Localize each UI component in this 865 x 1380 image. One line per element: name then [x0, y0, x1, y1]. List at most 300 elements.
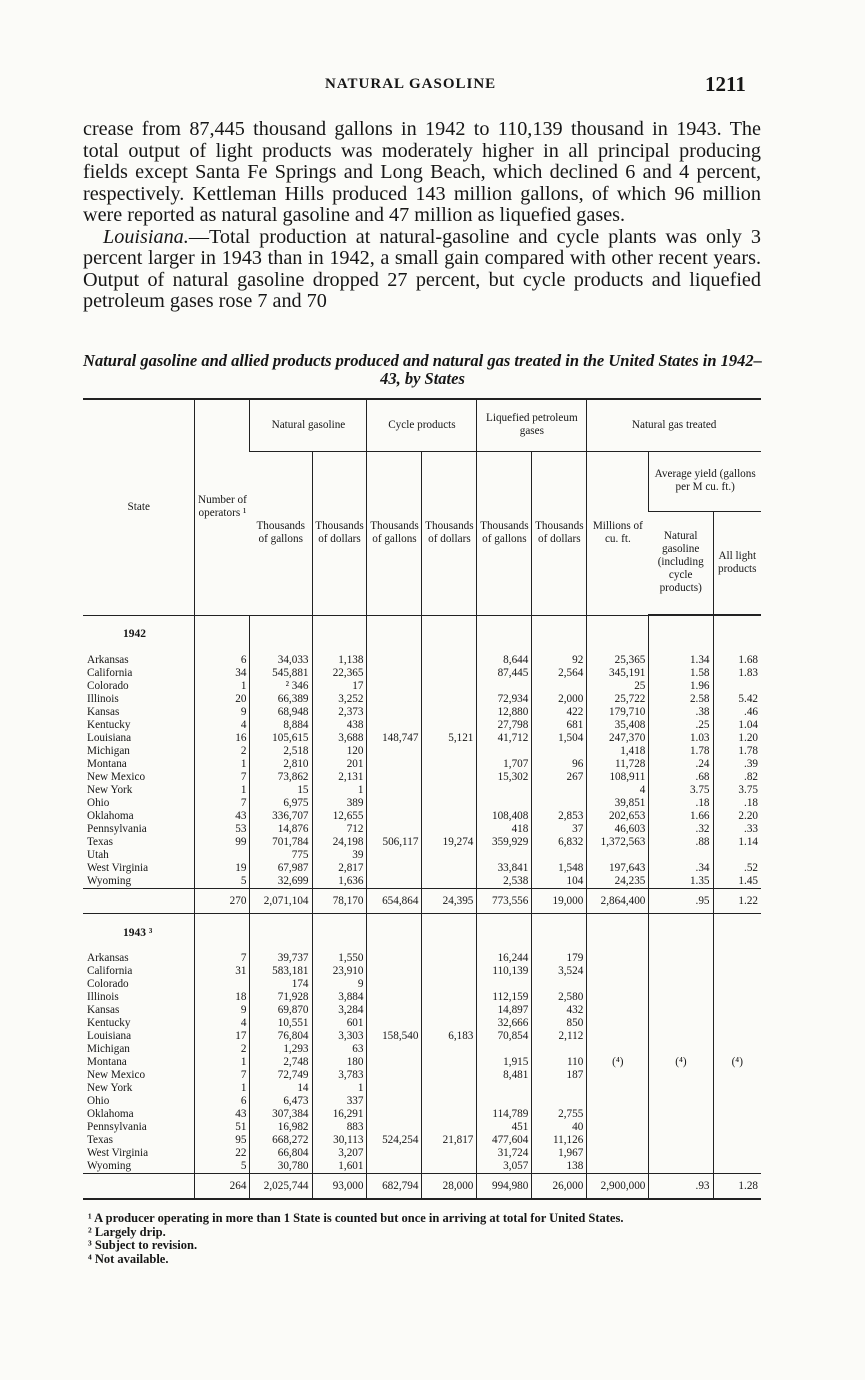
cp-dollars [422, 693, 477, 706]
empty-cell [367, 914, 422, 953]
lpg-dollars: 138 [532, 1160, 587, 1174]
paragraph-louisiana [83, 227, 761, 313]
empty-cell [532, 615, 587, 654]
lpg-gallons: 15,302 [477, 771, 532, 784]
ng-dollars: 120 [312, 745, 367, 758]
header-ng-gallons: Thousands of gallons [250, 451, 312, 615]
operators: 1 [195, 1082, 250, 1095]
ng-gallons: 14,876 [250, 823, 312, 836]
lpg-dollars: 2,853 [532, 810, 587, 823]
footnote: ¹ A producer operating in more than 1 State is counted but once in arriving at total for United States. [88, 1211, 624, 1225]
state-name: Illinois [87, 991, 119, 1003]
lpg-dollars: 1,967 [532, 1147, 587, 1160]
ng-gallons: 2,025,744 [250, 1174, 312, 1200]
ng-dollars: 93,000 [312, 1174, 367, 1200]
lpg-dollars: 92 [532, 654, 587, 667]
ng-dollars: 63 [312, 1043, 367, 1056]
ng-gallons: 2,518 [250, 745, 312, 758]
ng-gallons: 72,749 [250, 1069, 312, 1082]
ng-gallons: 66,389 [250, 693, 312, 706]
ng-gallons: 66,804 [250, 1147, 312, 1160]
gas-treated: 24,235 [587, 875, 649, 889]
cp-dollars [422, 706, 477, 719]
gas-treated [587, 849, 649, 862]
cp-gallons [367, 1095, 422, 1108]
ng-dollars: 3,207 [312, 1147, 367, 1160]
cp-gallons [367, 1160, 422, 1174]
operators: 7 [195, 797, 250, 810]
gas-treated: 345,191 [587, 667, 649, 680]
lpg-gallons: 108,408 [477, 810, 532, 823]
header-cycle-products: Cycle products [367, 399, 477, 451]
state-name: Colorado [87, 680, 129, 692]
lpg-dollars: 432 [532, 1004, 587, 1017]
ng-gallons: 1,293 [250, 1043, 312, 1056]
yield-natural: .18 [649, 797, 713, 810]
yield-natural: .34 [649, 862, 713, 875]
operators: 9 [195, 706, 250, 719]
cp-gallons [367, 952, 422, 965]
ng-dollars: 389 [312, 797, 367, 810]
cp-dollars [422, 965, 477, 978]
yield-natural: 1.66 [649, 810, 713, 823]
ng-gallons: 39,737 [250, 952, 312, 965]
ng-gallons: 14 [250, 1082, 312, 1095]
yield-all: 2.20 [713, 810, 761, 823]
lpg-dollars: 110 [532, 1056, 587, 1069]
lpg-dollars [532, 849, 587, 862]
empty-cell [250, 914, 312, 953]
gas-treated: 108,911 [587, 771, 649, 784]
table-row [83, 745, 761, 758]
header-yield-natural: Natural gasoline (including cycle products) [649, 511, 713, 615]
cp-gallons [367, 810, 422, 823]
lpg-dollars: 2,755 [532, 1108, 587, 1121]
state-name: Wyoming [87, 875, 132, 887]
ng-gallons: 71,928 [250, 991, 312, 1004]
lpg-dollars [532, 784, 587, 797]
ng-dollars: 17 [312, 680, 367, 693]
cp-dollars: 19,274 [422, 836, 477, 849]
lpg-gallons: 87,445 [477, 667, 532, 680]
lpg-gallons: 2,538 [477, 875, 532, 889]
cp-gallons [367, 758, 422, 771]
cp-gallons [367, 654, 422, 667]
operators: 22 [195, 1147, 250, 1160]
ng-dollars: 30,113 [312, 1134, 367, 1147]
operators: 1 [195, 784, 250, 797]
cp-gallons: 506,117 [367, 836, 422, 849]
yield-all: 3.75 [713, 784, 761, 797]
lpg-dollars: 11,126 [532, 1134, 587, 1147]
cp-dollars [422, 991, 477, 1004]
empty-cell [477, 914, 532, 953]
lpg-dollars: 267 [532, 771, 587, 784]
cp-gallons [367, 1056, 422, 1069]
yield-all: 1.14 [713, 836, 761, 849]
state-name: California [87, 965, 133, 977]
cp-dollars [422, 810, 477, 823]
footnote: ² Largely drip. [88, 1224, 166, 1239]
gas-treated: 35,408 [587, 719, 649, 732]
operators: 264 [195, 1174, 250, 1200]
production-table [83, 398, 761, 1200]
lpg-gallons: 114,789 [477, 1108, 532, 1121]
cp-dollars [422, 952, 477, 965]
operators: 7 [195, 771, 250, 784]
empty-cell [587, 615, 649, 654]
lpg-gallons: 451 [477, 1121, 532, 1134]
cp-dollars [422, 849, 477, 862]
ng-gallons: 67,987 [250, 862, 312, 875]
empty-cell [367, 615, 422, 654]
ng-dollars: 337 [312, 1095, 367, 1108]
state-name: Louisiana [87, 1030, 132, 1042]
table-row [83, 680, 761, 693]
yield-all: 1.20 [713, 732, 761, 745]
yield-natural: .93 [649, 1174, 713, 1200]
yield-natural: 1.03 [649, 732, 713, 745]
ng-gallons: 336,707 [250, 810, 312, 823]
ng-dollars: 712 [312, 823, 367, 836]
cp-dollars [422, 797, 477, 810]
ng-gallons: 2,748 [250, 1056, 312, 1069]
gas-treated: 25,722 [587, 693, 649, 706]
state-name: Texas [87, 836, 113, 848]
cp-dollars [422, 654, 477, 667]
operators: 2 [195, 745, 250, 758]
gas-treated: 11,728 [587, 758, 649, 771]
gas-treated: 179,710 [587, 706, 649, 719]
empty-cell [713, 914, 761, 953]
cp-dollars [422, 823, 477, 836]
state-name: New Mexico [87, 771, 146, 783]
table-row [83, 732, 761, 745]
yield-all [713, 680, 761, 693]
not-available: (⁴) [713, 952, 761, 1174]
cp-gallons [367, 978, 422, 991]
yield-all: 1.68 [713, 654, 761, 667]
cp-gallons [367, 680, 422, 693]
total-row-1942 [83, 889, 761, 914]
operators: 20 [195, 693, 250, 706]
ng-dollars: 601 [312, 1017, 367, 1030]
table-row [83, 849, 761, 862]
operators: 6 [195, 1095, 250, 1108]
operators: 9 [195, 1004, 250, 1017]
gas-treated: 25 [587, 680, 649, 693]
table-row [83, 823, 761, 836]
lpg-dollars [532, 797, 587, 810]
state-name: New York [87, 784, 133, 796]
cp-gallons [367, 745, 422, 758]
lpg-gallons [477, 849, 532, 862]
header-average-yield: Average yield (gallons per M cu. ft.) [649, 451, 761, 511]
header-millions-cuft: Millions of cu. ft. [587, 451, 649, 615]
yield-all: 1.28 [713, 1174, 761, 1200]
gas-treated: 1,372,563 [587, 836, 649, 849]
gas-treated: 46,603 [587, 823, 649, 836]
lpg-gallons: 110,139 [477, 965, 532, 978]
lpg-gallons: 41,712 [477, 732, 532, 745]
state-name: West Virginia [87, 862, 149, 874]
lpg-gallons: 27,798 [477, 719, 532, 732]
cp-dollars [422, 862, 477, 875]
operators: 34 [195, 667, 250, 680]
ng-dollars: 3,284 [312, 1004, 367, 1017]
ng-dollars: 1,601 [312, 1160, 367, 1174]
lpg-gallons: 16,244 [477, 952, 532, 965]
operators: 18 [195, 991, 250, 1004]
cp-dollars [422, 1082, 477, 1095]
gas-treated: 2,864,400 [587, 889, 649, 914]
operators: 53 [195, 823, 250, 836]
state-name: Kansas [87, 706, 120, 718]
lpg-dollars [532, 978, 587, 991]
table-body-1942 [83, 615, 761, 914]
operators: 4 [195, 719, 250, 732]
not-available: (⁴) [587, 952, 649, 1174]
cp-dollars [422, 719, 477, 732]
lpg-gallons: 773,556 [477, 889, 532, 914]
table-row [83, 836, 761, 849]
table-row [83, 952, 761, 965]
lpg-gallons: 3,057 [477, 1160, 532, 1174]
ng-gallons: 701,784 [250, 836, 312, 849]
header-natural-gasoline: Natural gasoline [250, 399, 367, 451]
operators: 1 [195, 1056, 250, 1069]
lpg-gallons: 359,929 [477, 836, 532, 849]
ng-dollars: 201 [312, 758, 367, 771]
cp-gallons [367, 965, 422, 978]
yield-natural: .95 [649, 889, 713, 914]
operators: 6 [195, 654, 250, 667]
state-name: Pennsylvania [87, 1121, 147, 1133]
ng-gallons: 6,473 [250, 1095, 312, 1108]
yield-all: .46 [713, 706, 761, 719]
cp-gallons [367, 1121, 422, 1134]
cp-dollars [422, 1160, 477, 1174]
ng-dollars: 2,373 [312, 706, 367, 719]
lpg-gallons: 72,934 [477, 693, 532, 706]
lpg-gallons: 112,159 [477, 991, 532, 1004]
cp-gallons [367, 862, 422, 875]
ng-dollars: 2,131 [312, 771, 367, 784]
cp-dollars [422, 1043, 477, 1056]
operators [195, 978, 250, 991]
running-header [0, 74, 865, 98]
ng-gallons: 73,862 [250, 771, 312, 784]
state-name: Michigan [87, 1043, 130, 1055]
cp-dollars: 6,183 [422, 1030, 477, 1043]
header-lpg-gallons: Thousands of gallons [477, 451, 532, 615]
ng-gallons: 8,884 [250, 719, 312, 732]
header-cp-dollars: Thousands of dollars [422, 451, 477, 615]
table-row [83, 719, 761, 732]
state-name: California [87, 667, 133, 679]
state-name: Ohio [87, 797, 110, 809]
table-row [83, 693, 761, 706]
lpg-dollars: 2,564 [532, 667, 587, 680]
table-caption: Natural gasoline and allied products produced and natural gas treated in the United States in 1942–43, by States [83, 351, 762, 388]
lpg-dollars [532, 1082, 587, 1095]
cp-dollars [422, 875, 477, 889]
state-name: Oklahoma [87, 810, 134, 822]
state-name: New Mexico [87, 1069, 146, 1081]
header-lpg-dollars: Thousands of dollars [532, 451, 587, 615]
state-name: Arkansas [87, 654, 129, 666]
lpg-gallons: 418 [477, 823, 532, 836]
ng-gallons: 16,982 [250, 1121, 312, 1134]
lpg-gallons [477, 1043, 532, 1056]
ng-dollars: 3,688 [312, 732, 367, 745]
lpg-gallons [477, 978, 532, 991]
cp-dollars [422, 1069, 477, 1082]
year-row-1942 [83, 615, 761, 654]
ng-gallons: 10,551 [250, 1017, 312, 1030]
state-name: Illinois [87, 693, 119, 705]
state-name: Oklahoma [87, 1108, 134, 1120]
empty-cell [312, 615, 367, 654]
state-name: Arkansas [87, 952, 129, 964]
lpg-gallons [477, 680, 532, 693]
operators: 43 [195, 1108, 250, 1121]
cp-gallons [367, 693, 422, 706]
ng-dollars: 3,303 [312, 1030, 367, 1043]
gas-treated: 197,643 [587, 862, 649, 875]
lpg-dollars: 26,000 [532, 1174, 587, 1200]
state-name: Colorado [87, 978, 129, 990]
state-name: Montana [87, 1056, 127, 1068]
lpg-gallons [477, 745, 532, 758]
ng-gallons: 34,033 [250, 654, 312, 667]
operators: 7 [195, 1069, 250, 1082]
ng-dollars: 9 [312, 978, 367, 991]
lpg-dollars: 2,580 [532, 991, 587, 1004]
table-row [83, 810, 761, 823]
cp-dollars [422, 1108, 477, 1121]
lpg-dollars: 3,524 [532, 965, 587, 978]
lpg-gallons: 477,604 [477, 1134, 532, 1147]
cp-dollars [422, 978, 477, 991]
cp-gallons [367, 1082, 422, 1095]
running-title: NATURAL GASOLINE [325, 76, 497, 92]
cp-gallons [367, 849, 422, 862]
ng-gallons: 307,384 [250, 1108, 312, 1121]
ng-gallons: 2,810 [250, 758, 312, 771]
state-name: Louisiana [87, 732, 132, 744]
cp-gallons [367, 771, 422, 784]
gas-treated: 4 [587, 784, 649, 797]
cp-gallons [367, 1147, 422, 1160]
operators: 2 [195, 1043, 250, 1056]
cp-gallons: 524,254 [367, 1134, 422, 1147]
empty-cell [312, 914, 367, 953]
lpg-gallons: 8,644 [477, 654, 532, 667]
lpg-dollars: 19,000 [532, 889, 587, 914]
lpg-gallons [477, 784, 532, 797]
yield-all: .82 [713, 771, 761, 784]
cp-dollars: 24,395 [422, 889, 477, 914]
lpg-dollars: 422 [532, 706, 587, 719]
cp-dollars [422, 680, 477, 693]
cp-gallons [367, 991, 422, 1004]
ng-dollars: 438 [312, 719, 367, 732]
ng-dollars: 1 [312, 784, 367, 797]
cp-dollars [422, 771, 477, 784]
lpg-dollars [532, 1095, 587, 1108]
cp-gallons [367, 784, 422, 797]
ng-gallons: 32,699 [250, 875, 312, 889]
lpg-dollars: 187 [532, 1069, 587, 1082]
operators: 7 [195, 952, 250, 965]
cp-gallons [367, 706, 422, 719]
yield-natural: .25 [649, 719, 713, 732]
yield-natural: 1.96 [649, 680, 713, 693]
lpg-dollars [532, 745, 587, 758]
ng-dollars: 1,550 [312, 952, 367, 965]
ng-gallons: 775 [250, 849, 312, 862]
cp-dollars: 28,000 [422, 1174, 477, 1200]
ng-gallons: 545,881 [250, 667, 312, 680]
cp-dollars: 5,121 [422, 732, 477, 745]
table-row [83, 706, 761, 719]
state-name: Ohio [87, 1095, 110, 1107]
empty-cell [195, 914, 250, 953]
lpg-dollars: 179 [532, 952, 587, 965]
yield-natural: 1.35 [649, 875, 713, 889]
lpg-gallons [477, 797, 532, 810]
ng-dollars: 78,170 [312, 889, 367, 914]
state-name [83, 889, 195, 914]
cp-dollars [422, 1004, 477, 1017]
lpg-dollars: 104 [532, 875, 587, 889]
lpg-dollars: 2,112 [532, 1030, 587, 1043]
state-name: Kentucky [87, 1017, 131, 1029]
cp-gallons [367, 719, 422, 732]
ng-dollars: 24,198 [312, 836, 367, 849]
lpg-gallons: 1,707 [477, 758, 532, 771]
yield-all [713, 849, 761, 862]
operators: 5 [195, 1160, 250, 1174]
lpg-gallons: 31,724 [477, 1147, 532, 1160]
empty-cell [422, 615, 477, 654]
lpg-gallons: 14,897 [477, 1004, 532, 1017]
ng-gallons: 15 [250, 784, 312, 797]
table-row [83, 862, 761, 875]
empty-cell [422, 914, 477, 953]
yield-all: .33 [713, 823, 761, 836]
operators: 4 [195, 1017, 250, 1030]
state-name: Montana [87, 758, 127, 770]
ng-dollars: 1 [312, 1082, 367, 1095]
operators: 51 [195, 1121, 250, 1134]
cp-dollars [422, 784, 477, 797]
lpg-gallons: 70,854 [477, 1030, 532, 1043]
state-name: New York [87, 1082, 133, 1094]
yield-all: 1.22 [713, 889, 761, 914]
operators: 16 [195, 732, 250, 745]
empty-cell [587, 914, 649, 953]
ng-gallons: 583,181 [250, 965, 312, 978]
ng-dollars: 180 [312, 1056, 367, 1069]
cp-dollars [422, 745, 477, 758]
cp-dollars [422, 1017, 477, 1030]
operators: 31 [195, 965, 250, 978]
footnotes [88, 1212, 623, 1266]
ng-gallons: 30,780 [250, 1160, 312, 1174]
yield-all: 1.83 [713, 667, 761, 680]
